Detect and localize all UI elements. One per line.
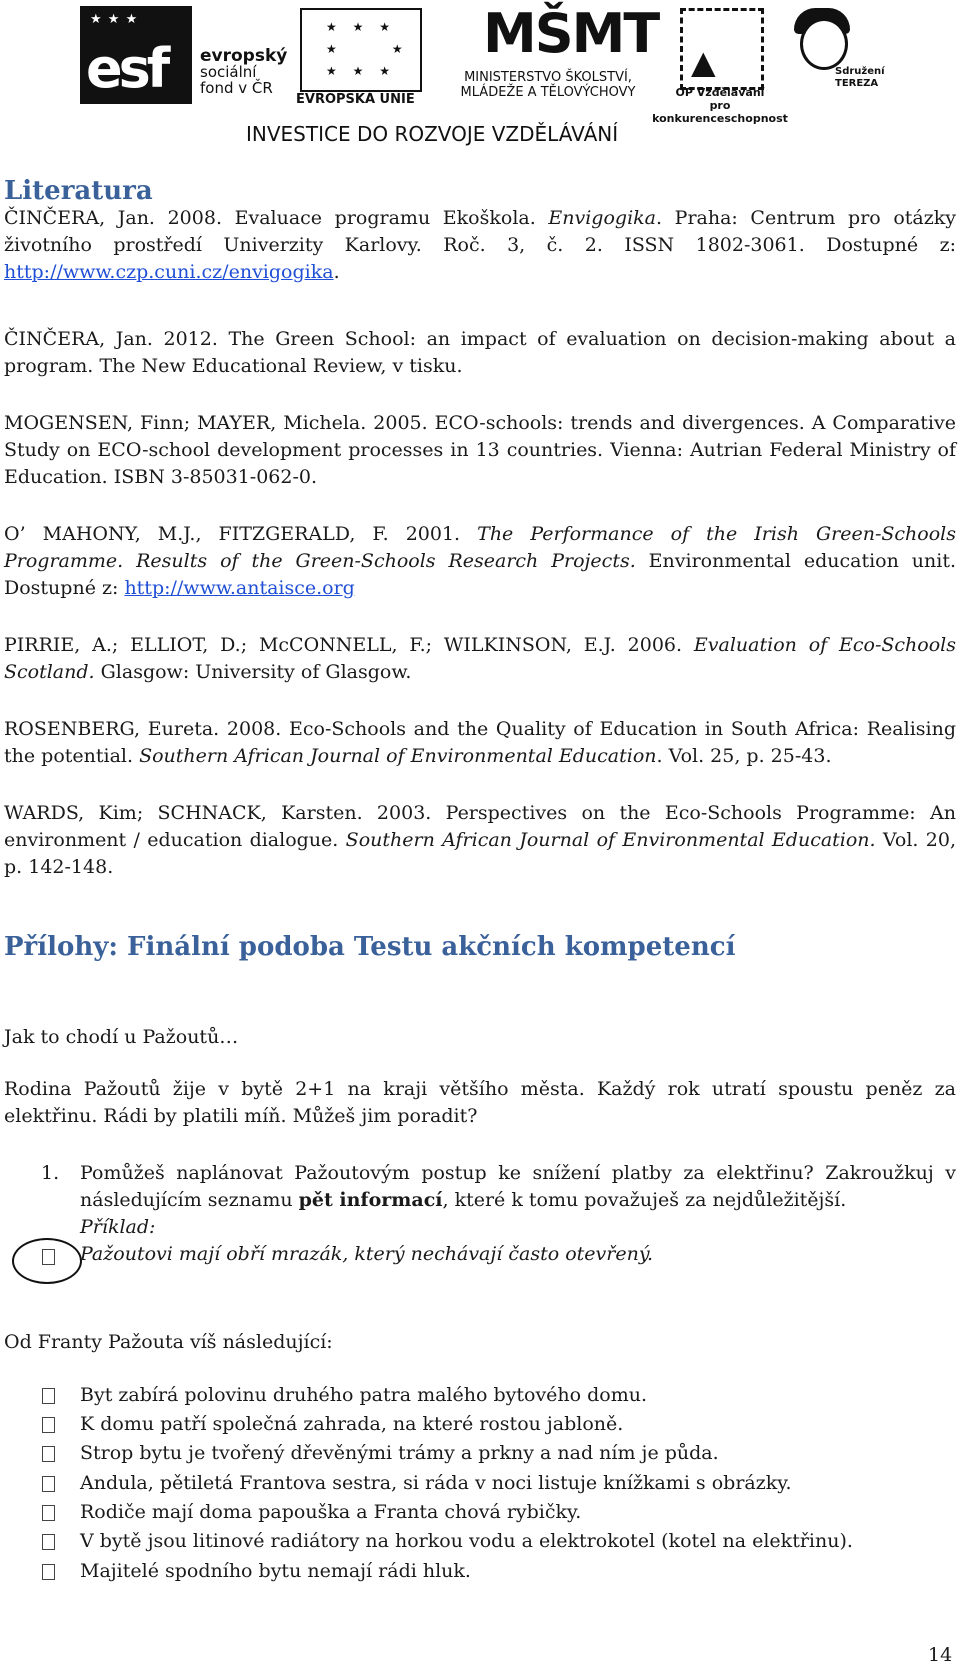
tereza-name [835,66,885,90]
esf-name-line2: sociální [200,63,257,81]
ref1-end: . [333,261,340,283]
op-logo-icon: ▲ [680,8,764,90]
franta-intro: Od Franty Pažouta víš následující: [4,1331,333,1353]
list-item-label: Rodiče mají doma papouška a Franta chová rybičky. [80,1501,582,1523]
ref5-details: Glasgow: University of Glasgow. [94,661,412,683]
ref7-details: Vol. 20, p. 142-148. [4,829,956,878]
ref6-journal: Southern African Journal of Environmental Education [139,745,657,767]
esf-name [200,48,287,96]
checkbox[interactable] [42,1505,55,1521]
tereza-line2: TEREZA [835,78,879,89]
ref4-details: Environmental education unit. Dostupné z: [4,550,956,599]
ref7-authors: WARDS, Kim; SCHNACK, Karsten. 2003. Perspectives on the Eco-Schools Programme: An environment / education dialogue. [4,802,956,851]
question-text-part2: , které k tomu považuješ za nejdůležitější. [442,1189,847,1211]
example-checkbox [42,1249,55,1265]
ref1-journal: Envigogika [548,207,656,229]
list-item-label: Majitelé spodního bytu nemají rádi hluk. [80,1560,471,1582]
msmt-line2: MLÁDEŽE A TĚLOVÝCHOVY [460,85,636,100]
ref4-title: The Performance of the Irish Green-Schools Programme. Results of the Green-Schools Research Projects. [4,523,956,572]
reference-1 [4,205,956,286]
example-label: Příklad: [80,1216,156,1238]
ref1-link[interactable]: http://www.czp.cuni.cz/envigogika [4,261,334,283]
tereza-line1: Sdružení [835,66,885,77]
reference-4 [4,521,956,602]
banner-text: INVESTICE DO ROZVOJE VZDĚLÁVÁNÍ [246,122,619,146]
esf-letters: esf [86,37,167,100]
test-subtitle: Jak to chodí u Pažoutů… [4,1026,239,1048]
ref1-authors: ČINČERA, Jan. 2008. Evaluace programu Ekoškola. [4,207,549,229]
op-line1: OP Vzdělávání [675,86,765,99]
op-line2: pro konkurenceschopnost [652,99,788,125]
literatura-heading: Literatura [4,176,153,206]
msmt-line1: MINISTERSTVO ŠKOLSTVÍ, [464,70,632,85]
ref1-details: . Praha: Centrum pro otázky životního prostředí Univerzity Karlovy. Roč. 3, č. 2. ISSN 1802-3061. Dostupné z: [4,207,956,256]
list-item-label: Strop bytu je tvořený dřevěnými trámy a prkny a nad ním je půda. [80,1442,719,1464]
checkbox[interactable] [42,1446,55,1462]
stars-icon: ★ ★ ★ [90,12,139,27]
reference-5 [4,632,956,686]
question-text-part1: Pomůžeš naplánovat Pažoutovým postup ke snížení platby za elektřinu? Zakroužkuj v následujícím seznamu [80,1162,956,1211]
msmt-name [448,70,648,100]
checkbox[interactable] [42,1476,55,1492]
test-intro: Rodina Pažoutů žije v bytě 2+1 na kraji většího města. Každý rok utratí spoustu peněz za elektřinu. Rádi by platili míň. Můžeš jim poradit? [4,1078,956,1127]
checkbox[interactable] [42,1388,55,1404]
reference-3: MOGENSEN, Finn; MAYER, Michela. 2005. ECO-schools: trends and divergences. A Comparative Study on ECO-school development processes in 13 countries. Vienna: Autrian Federal Ministry of Education. ISBN 3-85031-062-0. [4,412,956,488]
checkbox[interactable] [42,1417,55,1433]
list-item-label: Byt zabírá polovinu druhého patra malého bytového domu. [80,1384,648,1406]
list-item-label: K domu patří společná zahrada, na které rostou jabloně. [80,1413,624,1435]
reference-7 [4,800,956,881]
ref7-journal: Southern African Journal of Environmental Education. [345,829,876,851]
ref4-link[interactable]: http://www.antaisce.org [124,577,355,599]
page-number: 14 [928,1644,953,1666]
ref4-authors: O’ MAHONY, M.J., FITZGERALD, F. 2001. [4,523,478,545]
checkbox[interactable] [42,1534,55,1550]
prilohy-heading: Přílohy: Finální podoba Testu akčních kompetencí [4,932,736,962]
reference-6 [4,716,956,770]
eu-label: EVROPSKÁ UNIE [296,92,415,107]
question-text [80,1160,956,1214]
header-logos [0,0,960,150]
esf-name-line3: fond v ČR [200,79,273,97]
reference-2: ČINČERA, Jan. 2012. The Green School: an impact of evaluation on decision-making about a program. The New Educational Review, v tisku. [4,328,956,377]
list-item-label: Andula, pětiletá Frantova sestra, si ráda v noci listuje knížkami s obrázky. [80,1472,792,1494]
eu-flag-icon: ★ ★ ★ ★ ★ ★ ★ ★ [300,8,422,92]
esf-logo [80,6,192,104]
msmt-logo: MŠMT [483,2,659,65]
question-number: 1. [41,1162,60,1184]
ref5-title: Evaluation of Eco-Schools Scotland. [4,634,956,683]
ref6-details: . Vol. 25, p. 25-43. [656,745,832,767]
question-bold: pět informací [298,1189,443,1211]
esf-name-line1: evropský [200,46,288,66]
ref6-authors: ROSENBERG, Eureta. 2008. Eco-Schools and the Quality of Education in South Africa: Realising the potential. [4,718,956,767]
checkbox[interactable] [42,1564,55,1580]
ref5-authors: PIRRIE, A.; ELLIOT, D.; McCONNELL, F.; WILKINSON, E.J. 2006. [4,634,694,656]
example-text: Pažoutovi mají obří mrazák, který nechávají často otevřený. [80,1243,654,1265]
list-item-label: V bytě jsou litinové radiátory na horkou vodu a elektrokotel (kotel na elektřinu). [80,1530,853,1552]
op-name [650,86,790,125]
